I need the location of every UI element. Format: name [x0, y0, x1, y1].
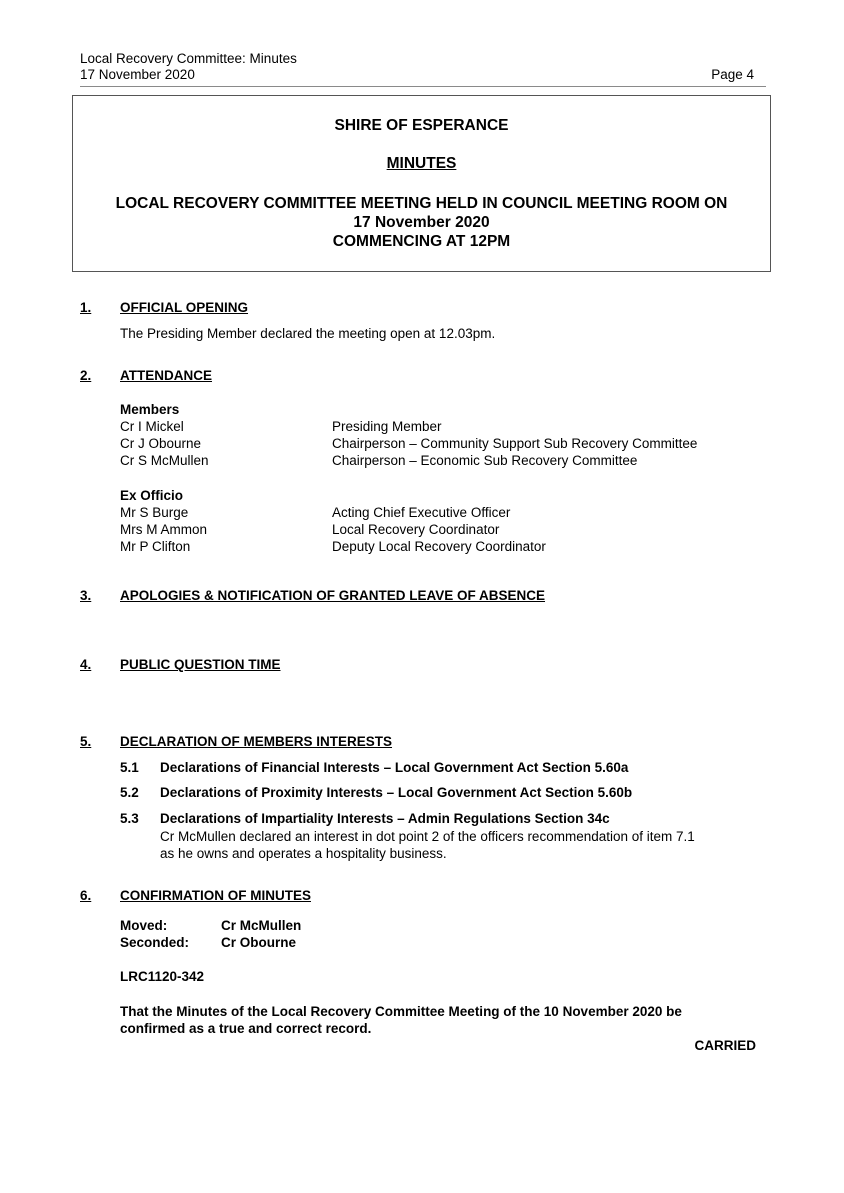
item-5-2-number: 5.2	[120, 785, 139, 800]
meeting-details	[73, 194, 770, 251]
members-names	[120, 418, 209, 469]
section-4-heading: PUBLIC QUESTION TIME	[120, 657, 281, 672]
exofficio-name: Mrs M Ammon	[120, 522, 208, 537]
section-5-number: 5.	[80, 734, 92, 749]
organisation-title: SHIRE OF ESPERANCE	[334, 117, 509, 134]
member-name: Cr I Mickel	[120, 419, 184, 434]
member-role: Chairperson – Economic Sub Recovery Committee	[332, 453, 638, 468]
item-5-3-note	[160, 828, 695, 862]
moved-label: Moved:	[120, 918, 168, 933]
item-5-3-number: 5.3	[120, 811, 139, 826]
header-date: 17 November 2020	[80, 67, 195, 82]
section-6-heading: CONFIRMATION OF MINUTES	[120, 888, 311, 903]
exofficio-heading: Ex Officio	[120, 488, 184, 503]
exofficio-roles	[332, 504, 546, 555]
seconded-value: Cr Obourne	[221, 935, 297, 950]
section-2-heading: ATTENDANCE	[120, 368, 212, 383]
members-roles	[332, 418, 697, 469]
section-1-text: The Presiding Member declared the meeting open at 12.03pm.	[120, 326, 496, 341]
carried-status: CARRIED	[694, 1038, 756, 1053]
note-line-2: as he owns and operates a hospitality business.	[160, 846, 447, 861]
header-page-number: Page 4	[711, 67, 754, 82]
header-divider	[80, 86, 766, 87]
resolution-line-1: That the Minutes of the Local Recovery Committee Meeting of the 10 November 2020 be	[120, 1004, 682, 1019]
exofficio-name: Mr S Burge	[120, 505, 189, 520]
document-type: MINUTES	[386, 155, 457, 172]
section-1-heading: OFFICIAL OPENING	[120, 300, 249, 315]
note-line-1: Cr McMullen declared an interest in dot point 2 of the officers recommendation of item 7.1	[160, 829, 695, 844]
running-header	[80, 51, 754, 83]
exofficio-names	[120, 504, 207, 555]
resolution-text	[120, 1003, 682, 1037]
section-6-number: 6.	[80, 888, 92, 903]
meeting-line-3: COMMENCING AT 12PM	[332, 233, 511, 250]
item-5-1-title: Declarations of Financial Interests – Local Government Act Section 5.60a	[160, 760, 629, 775]
item-5-1-number: 5.1	[120, 760, 139, 775]
item-5-2-title: Declarations of Proximity Interests – Local Government Act Section 5.60b	[160, 785, 633, 800]
member-role: Chairperson – Community Support Sub Recovery Committee	[332, 436, 698, 451]
exofficio-role: Deputy Local Recovery Coordinator	[332, 539, 546, 554]
section-4-number: 4.	[80, 657, 92, 672]
moved-value: Cr McMullen	[221, 918, 302, 933]
header-doc-title: Local Recovery Committee: Minutes	[80, 51, 297, 66]
member-name: Cr J Obourne	[120, 436, 202, 451]
exofficio-name: Mr P Clifton	[120, 539, 191, 554]
section-3-heading: APOLOGIES & NOTIFICATION OF GRANTED LEAVE OF ABSENCE	[120, 588, 546, 603]
exofficio-role: Acting Chief Executive Officer	[332, 505, 511, 520]
item-5-3-title: Declarations of Impartiality Interests – Admin Regulations Section 34c	[160, 811, 610, 826]
exofficio-role: Local Recovery Coordinator	[332, 522, 500, 537]
members-heading: Members	[120, 402, 180, 417]
member-role: Presiding Member	[332, 419, 442, 434]
section-1-number: 1.	[80, 300, 92, 315]
seconded-label: Seconded:	[120, 935, 190, 950]
resolution-line-2: confirmed as a true and correct record.	[120, 1021, 372, 1036]
resolution-id: LRC1120-342	[120, 969, 205, 984]
section-2-number: 2.	[80, 368, 92, 383]
meeting-line-2: 17 November 2020	[353, 214, 490, 231]
member-name: Cr S McMullen	[120, 453, 209, 468]
section-3-number: 3.	[80, 588, 92, 603]
section-5-heading: DECLARATION OF MEMBERS INTERESTS	[120, 734, 393, 749]
meeting-line-1: LOCAL RECOVERY COMMITTEE MEETING HELD IN COUNCIL MEETING ROOM ON	[115, 195, 728, 212]
title-box	[72, 95, 771, 272]
